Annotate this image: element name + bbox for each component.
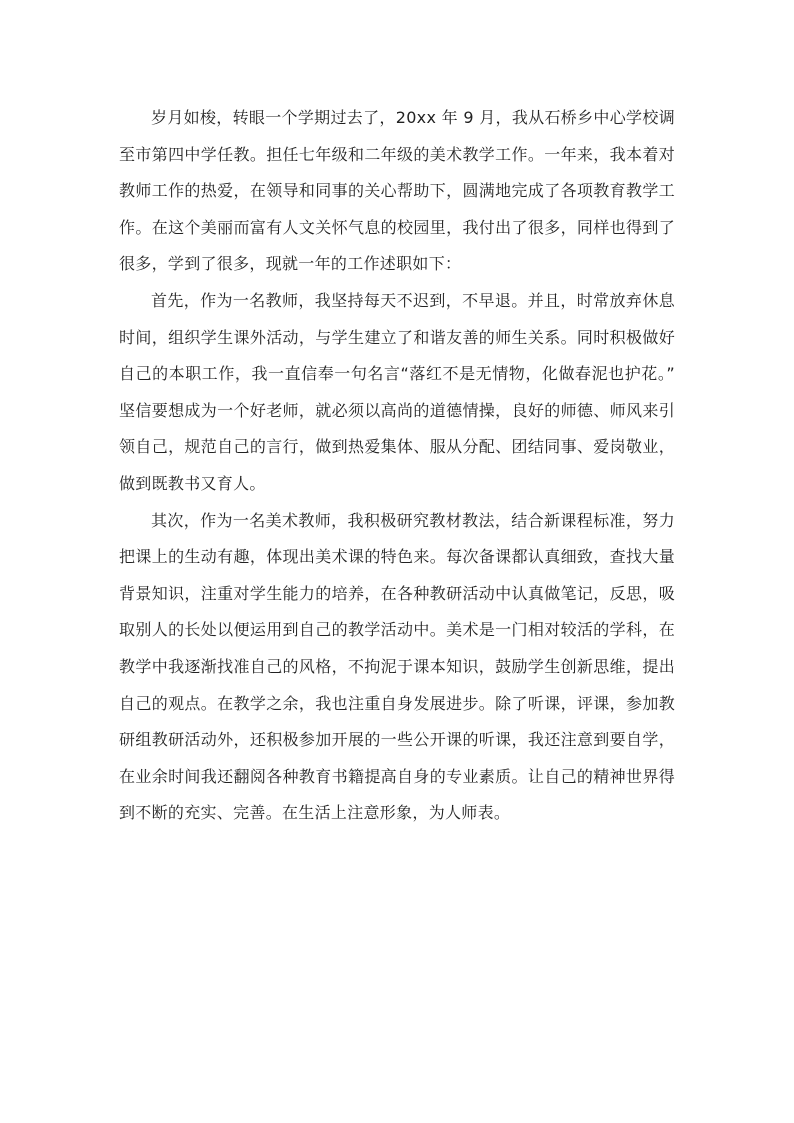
paragraph-intro: 岁月如梭，转眼一个学期过去了，20xx 年 9 月，我从石桥乡中心学校调至市第四中学任教。担任七年级和二年级的美术教学工作。一年来，我本着对教师工作的热爱，在领导和同事的关心帮助下，圆满地完成了各项教育教学工作。在这个美丽而富有人文关怀气息的校园里，我付出了很多，同样也得到了很多，学到了很多，现就一年的工作述职如下： bbox=[119, 108, 675, 274]
document-page bbox=[119, 100, 675, 832]
paragraph-first: 首先，作为一名教师，我坚持每天不迟到，不早退。并且，时常放弃休息时间，组织学生课外活动，与学生建立了和谐友善的师生关系。同时积极做好自己的本职工作，我一直信奉一句名言“落红不是无情物，化做春泥也护花。” 坚信要想成为一个好老师，就必须以高尚的道德情操，良好的师德、师风来引领自己，规范自己的言行，做到热爱集体、服从分配、团结同事、爱岗敬业，做到既教书又育人。 bbox=[119, 290, 675, 493]
paragraph-second: 其次，作为一名美术教师，我积极研究教材教法，结合新课程标准，努力把课上的生动有趣，体现出美术课的特色来。每次备课都认真细致，查找大量背景知识，注重对学生能力的培养，在各种教研活动中认真做笔记，反思，吸取别人的长处以便运用到自己的教学活动中。美术是一门相对较活的学科，在教学中我逐渐找准自己的风格，不拘泥于课本知识，鼓励学生创新思维，提出自己的观点。在教学之余，我也注重自身发展进步。除了听课，评课，参加教研组教研活动外，还积极参加开展的一些公开课的听课，我还注意到要自学，在业余时间我还翻阅各种教育书籍提高自身的专业素质。让自己的精神世界得到不断的充实、完善。在生活上注意形象，为人师表。 bbox=[119, 510, 675, 823]
